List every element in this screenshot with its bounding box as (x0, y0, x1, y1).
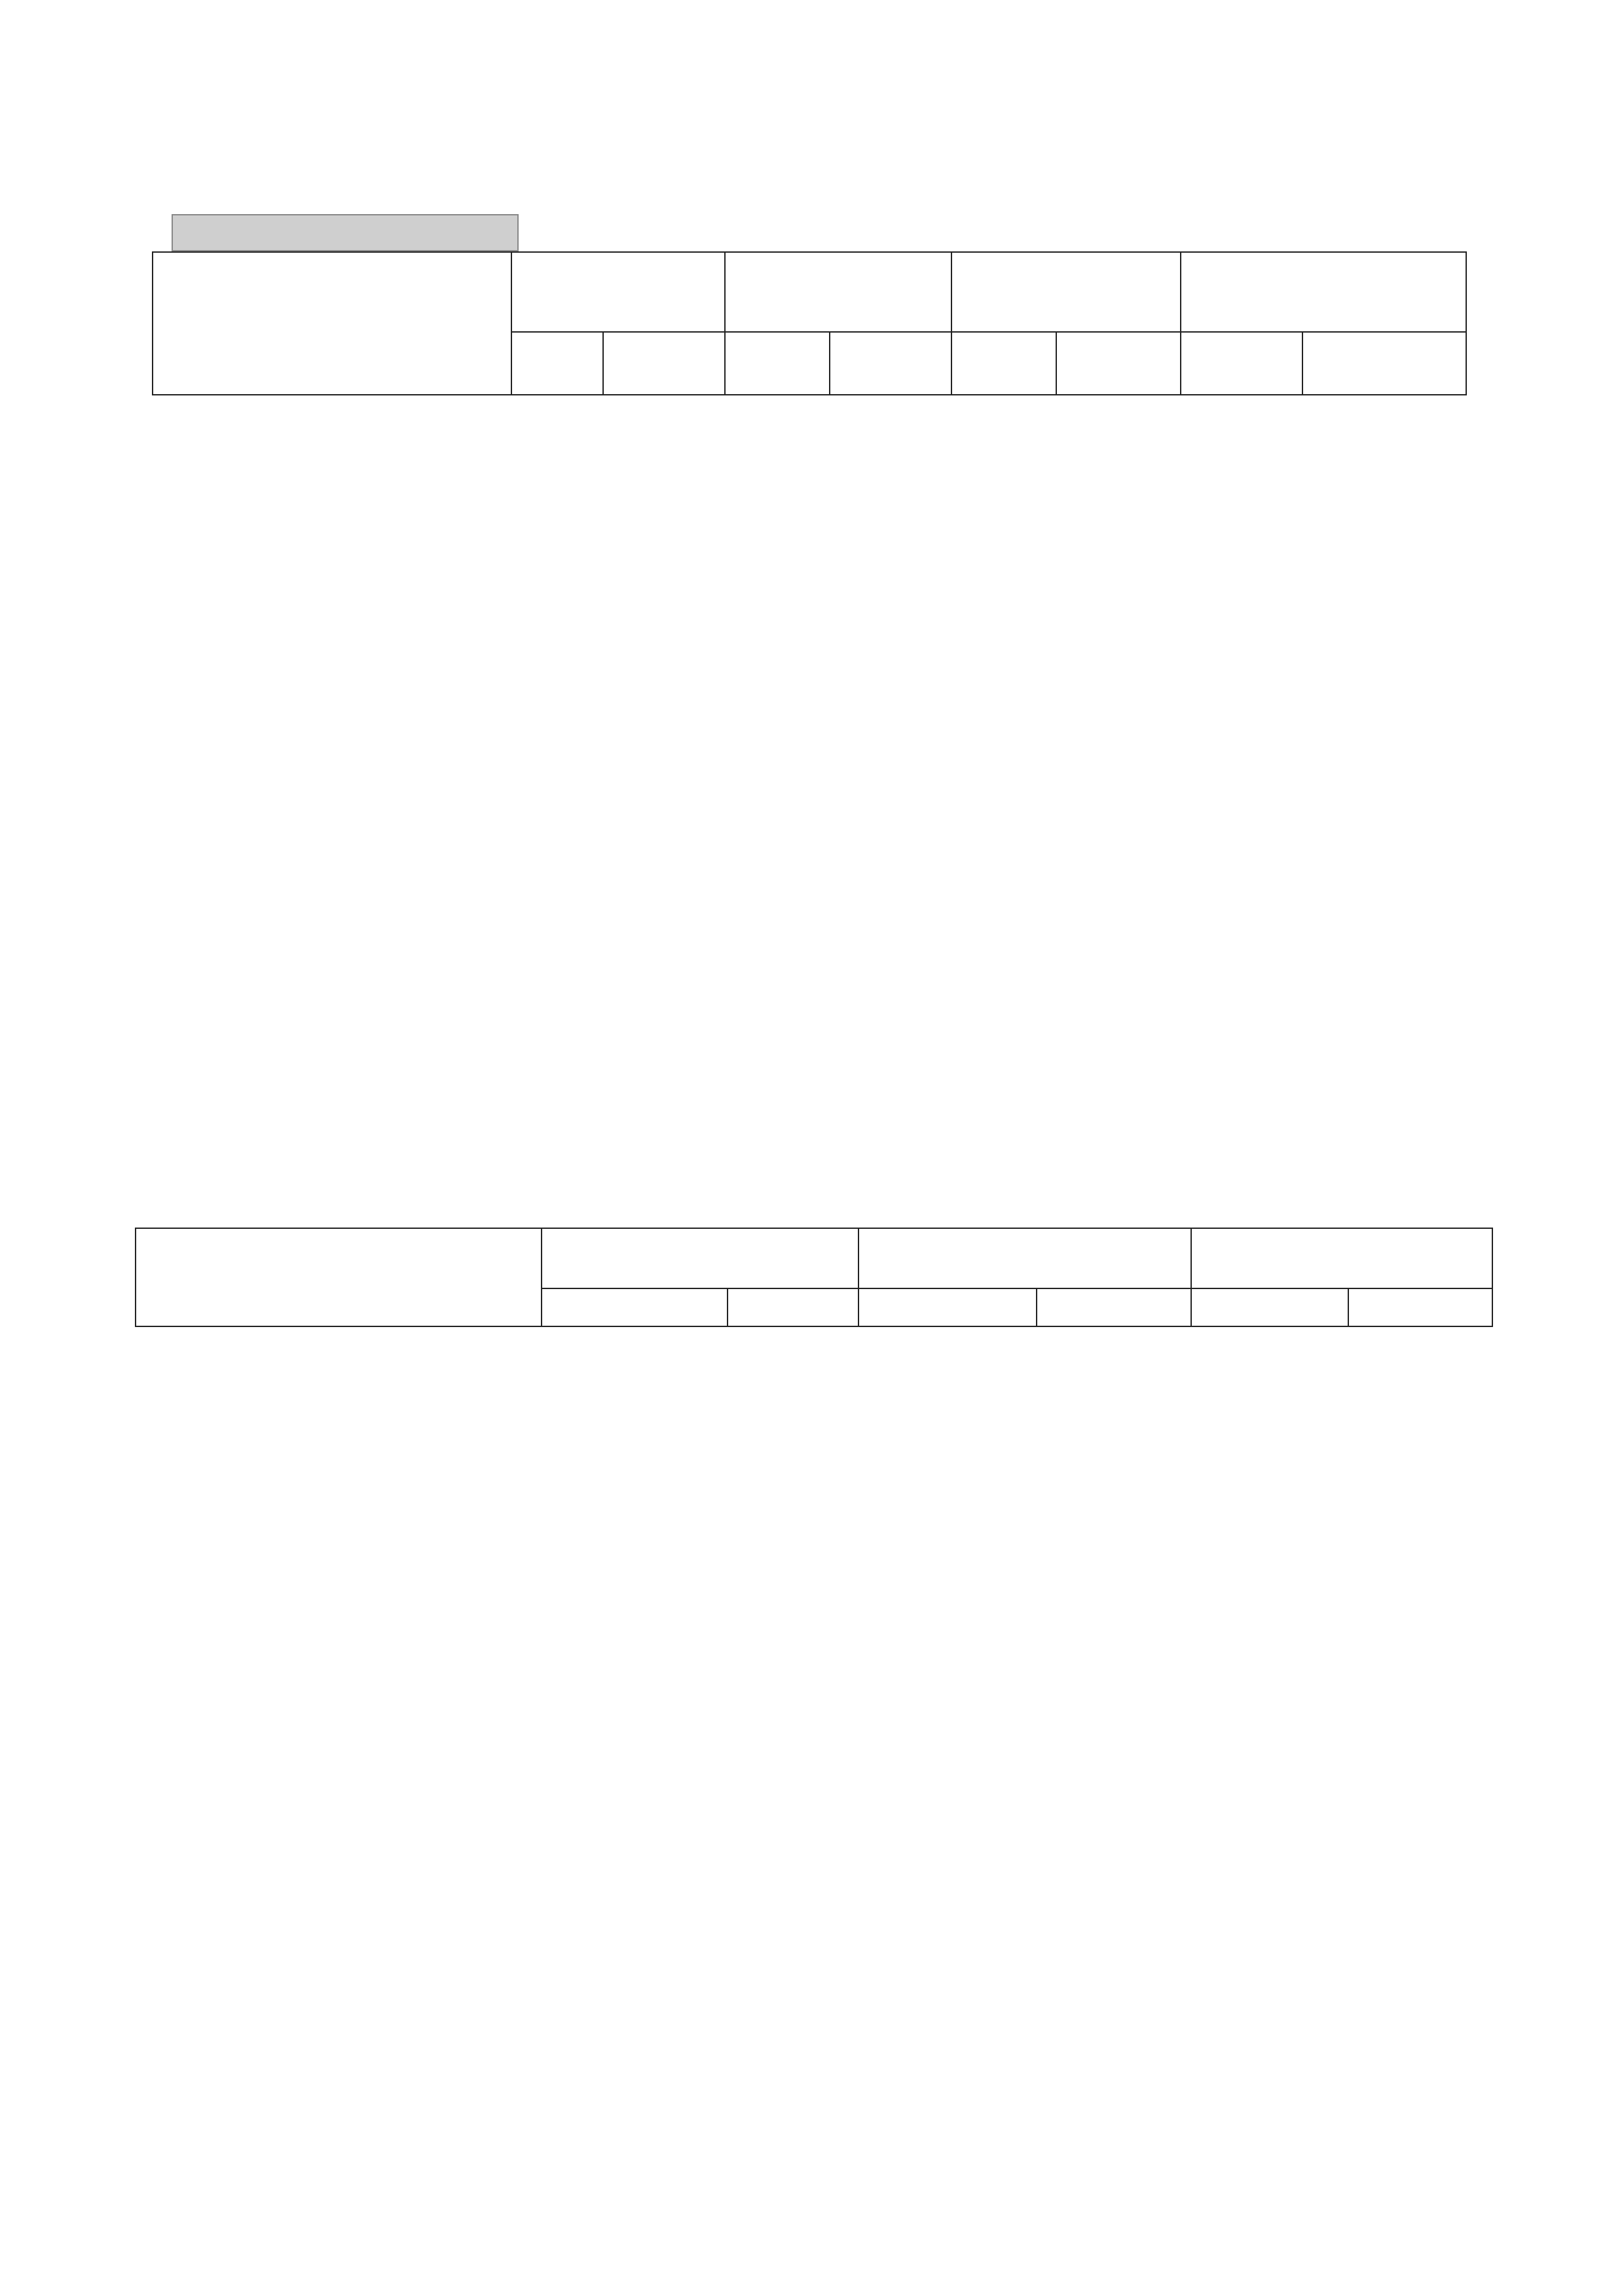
column-header-window (1181, 252, 1466, 332)
table-1-body (153, 252, 1466, 395)
series-label (172, 214, 519, 251)
subheader-cost (830, 332, 951, 395)
subheader-cost (1037, 1288, 1191, 1326)
column-header-window (1191, 1228, 1492, 1288)
subheader-qty (542, 1288, 728, 1326)
subheader-cost (1056, 332, 1181, 395)
subheader-qty (511, 332, 603, 395)
table-corner-label (153, 252, 511, 395)
calculation-table-2 (135, 1228, 1493, 1327)
column-header-window (951, 252, 1181, 332)
subheader-cost (728, 1288, 858, 1326)
subheader-qty (951, 332, 1056, 395)
column-header-window (725, 252, 951, 332)
column-header-window (858, 1228, 1191, 1288)
column-header-window (511, 252, 725, 332)
subheader-qty (1191, 1288, 1348, 1326)
subheader-cost (1302, 332, 1466, 395)
subheader-cost (1348, 1288, 1492, 1326)
calculation-table-1 (152, 251, 1467, 395)
column-header-window (542, 1228, 858, 1288)
subheader-qty (725, 332, 830, 395)
table-header-row (136, 1228, 1492, 1288)
subheader-qty (1181, 332, 1302, 395)
subheader-cost (603, 332, 725, 395)
table-header-row (153, 252, 1466, 332)
subheader-qty (858, 1288, 1037, 1326)
table-corner-label (136, 1228, 542, 1326)
table-2-body (136, 1228, 1492, 1326)
